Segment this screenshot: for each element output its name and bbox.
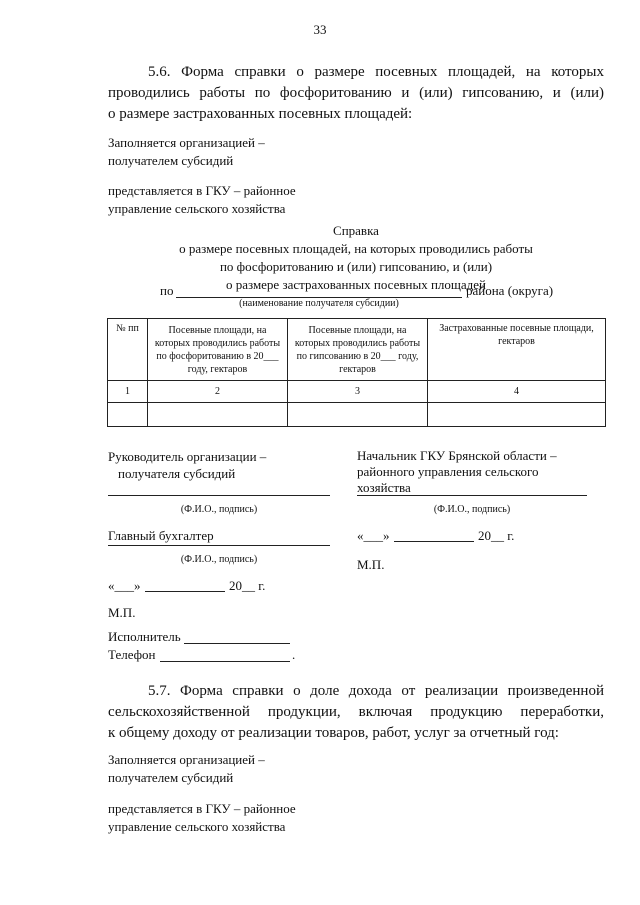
section-5-6-heading [108, 62, 604, 125]
left-date-year: 20__ г. [229, 578, 266, 593]
table-header-cell: Застрахованные посевные площади, гектаров [428, 319, 606, 381]
table-cell: 2 [148, 381, 288, 403]
recipient-caption: (наименование получателя субсидии) [239, 298, 399, 309]
filled-by-note: Заполняется организацией – получателем субсидий [108, 135, 265, 168]
left-date-month-field[interactable] [145, 591, 225, 592]
table-cell[interactable] [148, 403, 288, 427]
right-date-open: «___» [357, 528, 390, 543]
table-cell[interactable] [288, 403, 428, 427]
table-cell: 3 [288, 381, 428, 403]
table-row [108, 381, 606, 403]
right-date-year: 20__ г. [478, 528, 515, 543]
certificate-title: Справка [333, 223, 379, 238]
phone-label: Телефон [108, 647, 156, 662]
table-header-cell: Посевные площади, на которых проводились работы по фосфоритованию в 20___ году, гектаров [148, 319, 288, 381]
phone-end: . [292, 647, 296, 662]
certificate-table [107, 318, 606, 427]
right-date-month-field[interactable] [394, 541, 474, 542]
footer-submitted-to-note: представляется в ГКУ – районное управление сельского хозяйства [108, 801, 296, 834]
footer-filled-by-note: Заполняется организацией – получателем субсидий [108, 752, 265, 785]
phone-field[interactable] [160, 661, 290, 662]
section-5-7-line-2: сельскохозяйственной продукции, включая продукцию переработки, [108, 704, 604, 720]
table-header-cell: Посевные площади, на которых проводились работы по гипсованию в 20___ году, гектаров [288, 319, 428, 381]
table-cell[interactable] [108, 403, 148, 427]
section-5-7-heading [108, 681, 604, 744]
by-suffix: района (округа) [466, 283, 554, 298]
section-5-7-line-1: 5.7. Форма справки о доле дохода от реализации произведенной [148, 683, 604, 699]
chief-accountant-signature-line[interactable] [108, 545, 330, 546]
table-cell: 1 [108, 381, 148, 403]
chief-accountant-fio-caption: (Ф.И.О., подпись) [180, 554, 258, 565]
right-head-title: Начальник ГКУ Брянской области – районного управления сельского хозяйства [357, 448, 557, 495]
executor-label: Исполнитель [108, 629, 181, 644]
right-head-fio-caption: (Ф.И.О., подпись) [433, 504, 511, 515]
left-date-open: «___» [108, 578, 141, 593]
chief-accountant-label: Главный бухгалтер [108, 528, 214, 543]
left-head-title: Руководитель организации – получателя субсидий [108, 449, 267, 481]
certificate-subtitle-1: о размере посевных площадей, на которых проводились работы [179, 241, 533, 256]
certificate-subtitle-2: по фосфоритованию и (или) гипсованию, и (или) [219, 259, 493, 274]
section-5-7-line-3: к общему доходу от реализации товаров, работ, услуг за отчетный год: [108, 725, 559, 741]
submitted-to-note: представляется в ГКУ – районное управление сельского хозяйства [108, 183, 296, 216]
table-row [108, 403, 606, 427]
right-head-signature-line[interactable] [357, 495, 587, 496]
by-prefix: по [160, 283, 174, 298]
table-cell[interactable] [428, 403, 606, 427]
executor-field[interactable] [184, 643, 290, 644]
section-5-6-line-2: проводились работы по фосфоритованию и (или) гипсованию, и (или) [108, 85, 604, 101]
section-5-6-line-1: 5.6. Форма справки о размере посевных площадей, на которых [148, 64, 604, 80]
page-number: 33 [313, 22, 327, 37]
section-5-6-line-3: о размере застрахованных посевных площадей: [108, 106, 413, 122]
certificate-subtitle-3: о размере застрахованных посевных площадей [225, 277, 487, 292]
table-header-cell: № пп [108, 319, 148, 381]
table-cell: 4 [428, 381, 606, 403]
left-stamp-mark: М.П. [108, 605, 136, 620]
left-head-fio-caption: (Ф.И.О., подпись) [180, 504, 258, 515]
table-header-row [108, 319, 606, 381]
left-head-signature-line[interactable] [108, 495, 330, 496]
right-stamp-mark: М.П. [357, 557, 385, 572]
